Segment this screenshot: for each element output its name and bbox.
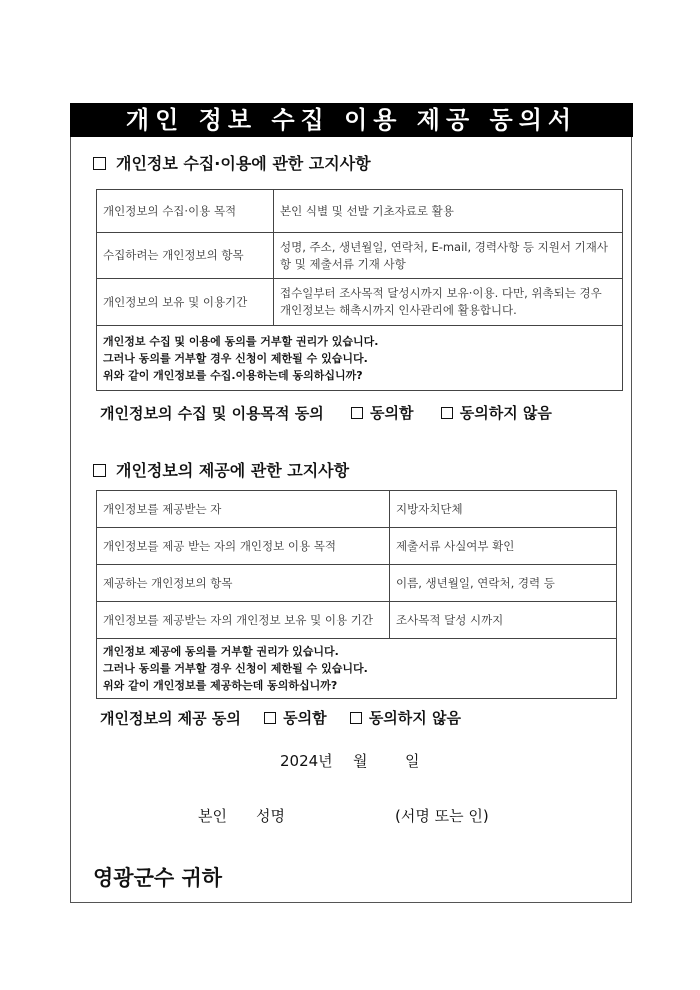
agree-option[interactable] <box>264 707 326 728</box>
notice-line: 개인정보 제공에 동의를 거부할 권리가 있습니다. <box>103 645 339 658</box>
table-row <box>97 190 623 233</box>
refusal-notice <box>97 639 617 699</box>
table-row <box>97 279 623 326</box>
section2-heading <box>93 458 349 481</box>
row-label: 수집하려는 개인정보의 항목 <box>97 233 274 279</box>
date-day: 일 <box>405 752 420 770</box>
row-label: 개인정보의 보유 및 이용기간 <box>97 279 274 326</box>
square-bullet-icon <box>93 157 106 170</box>
disagree-checkbox[interactable] <box>441 407 453 419</box>
collection-notice-table <box>96 189 623 391</box>
row-value: 제출서류 사실여부 확인 <box>390 528 617 565</box>
section2-heading-text: 개인정보의 제공에 관한 고지사항 <box>116 461 350 480</box>
notice-line: 개인정보 수집 및 이용에 동의를 거부할 권리가 있습니다. <box>103 334 379 348</box>
row-label: 개인정보를 제공받는 자 <box>97 491 390 528</box>
signer-label: 본인 <box>198 807 227 825</box>
collection-consent <box>100 402 552 424</box>
row-value: 지방자치단체 <box>390 491 617 528</box>
table-row <box>97 528 617 565</box>
notice-row <box>97 326 623 391</box>
addressee: 영광군수 귀하 <box>93 866 223 890</box>
signature-note: (서명 또는 인) <box>395 807 489 825</box>
agree-option[interactable] <box>351 402 413 423</box>
date-month: 월 <box>353 752 368 770</box>
section1-heading <box>93 151 371 174</box>
disagree-option[interactable] <box>350 707 461 728</box>
row-value: 본인 식별 및 선발 기초자료로 활용 <box>274 190 623 233</box>
table-row <box>97 602 617 639</box>
notice-line: 위와 같이 개인정보를 수집.이용하는데 동의하십니까? <box>103 368 363 382</box>
name-label: 성명 <box>256 807 285 825</box>
row-label: 개인정보를 제공 받는 자의 개인정보 이용 목적 <box>97 528 390 565</box>
table-row <box>97 491 617 528</box>
row-value: 접수일부터 조사목적 달성시까지 보유·이용. 다만, 위촉되는 경우 개인정보는 해촉시까지 인사관리에 활용합니다. <box>274 279 623 326</box>
notice-line: 위와 같이 개인정보를 제공하는데 동의하십니까? <box>103 679 338 692</box>
agree-checkbox[interactable] <box>264 712 276 724</box>
provision-notice-table <box>96 490 617 699</box>
table-row <box>97 565 617 602</box>
agree-label: 동의함 <box>370 404 414 422</box>
row-value: 조사목적 달성 시까지 <box>390 602 617 639</box>
disagree-label: 동의하지 않음 <box>368 709 461 727</box>
row-value: 이름, 생년월일, 연락처, 경력 등 <box>390 565 617 602</box>
disagree-option[interactable] <box>441 402 552 423</box>
notice-line: 그러나 동의를 거부할 경우 신청이 제한될 수 있습니다. <box>103 662 368 675</box>
row-value: 성명, 주소, 생년월일, 연락처, E-mail, 경력사항 등 지원서 기재사항 및 제출서류 기재 사항 <box>274 233 623 279</box>
row-label: 제공하는 개인정보의 항목 <box>97 565 390 602</box>
agree-checkbox[interactable] <box>351 407 363 419</box>
consent-label: 개인정보의 제공 동의 <box>100 709 241 728</box>
provision-consent <box>100 707 461 729</box>
consent-label: 개인정보의 수집 및 이용목적 동의 <box>100 404 324 423</box>
section1-heading-text: 개인정보 수집·이용에 관한 고지사항 <box>116 154 371 173</box>
table-row <box>97 233 623 279</box>
disagree-label: 동의하지 않음 <box>459 404 552 422</box>
date-year: 2024년 <box>280 752 333 770</box>
disagree-checkbox[interactable] <box>350 712 362 724</box>
refusal-notice <box>97 326 623 391</box>
notice-row <box>97 639 617 699</box>
agree-label: 동의함 <box>283 709 327 727</box>
row-label: 개인정보의 수집·이용 목적 <box>97 190 274 233</box>
document-title: 개인 정보 수집 이용 제공 동의서 <box>70 103 633 137</box>
row-label: 개인정보를 제공받는 자의 개인정보 보유 및 이용 기간 <box>97 602 390 639</box>
square-bullet-icon <box>93 464 106 477</box>
notice-line: 그러나 동의를 거부할 경우 신청이 제한될 수 있습니다. <box>103 351 368 365</box>
